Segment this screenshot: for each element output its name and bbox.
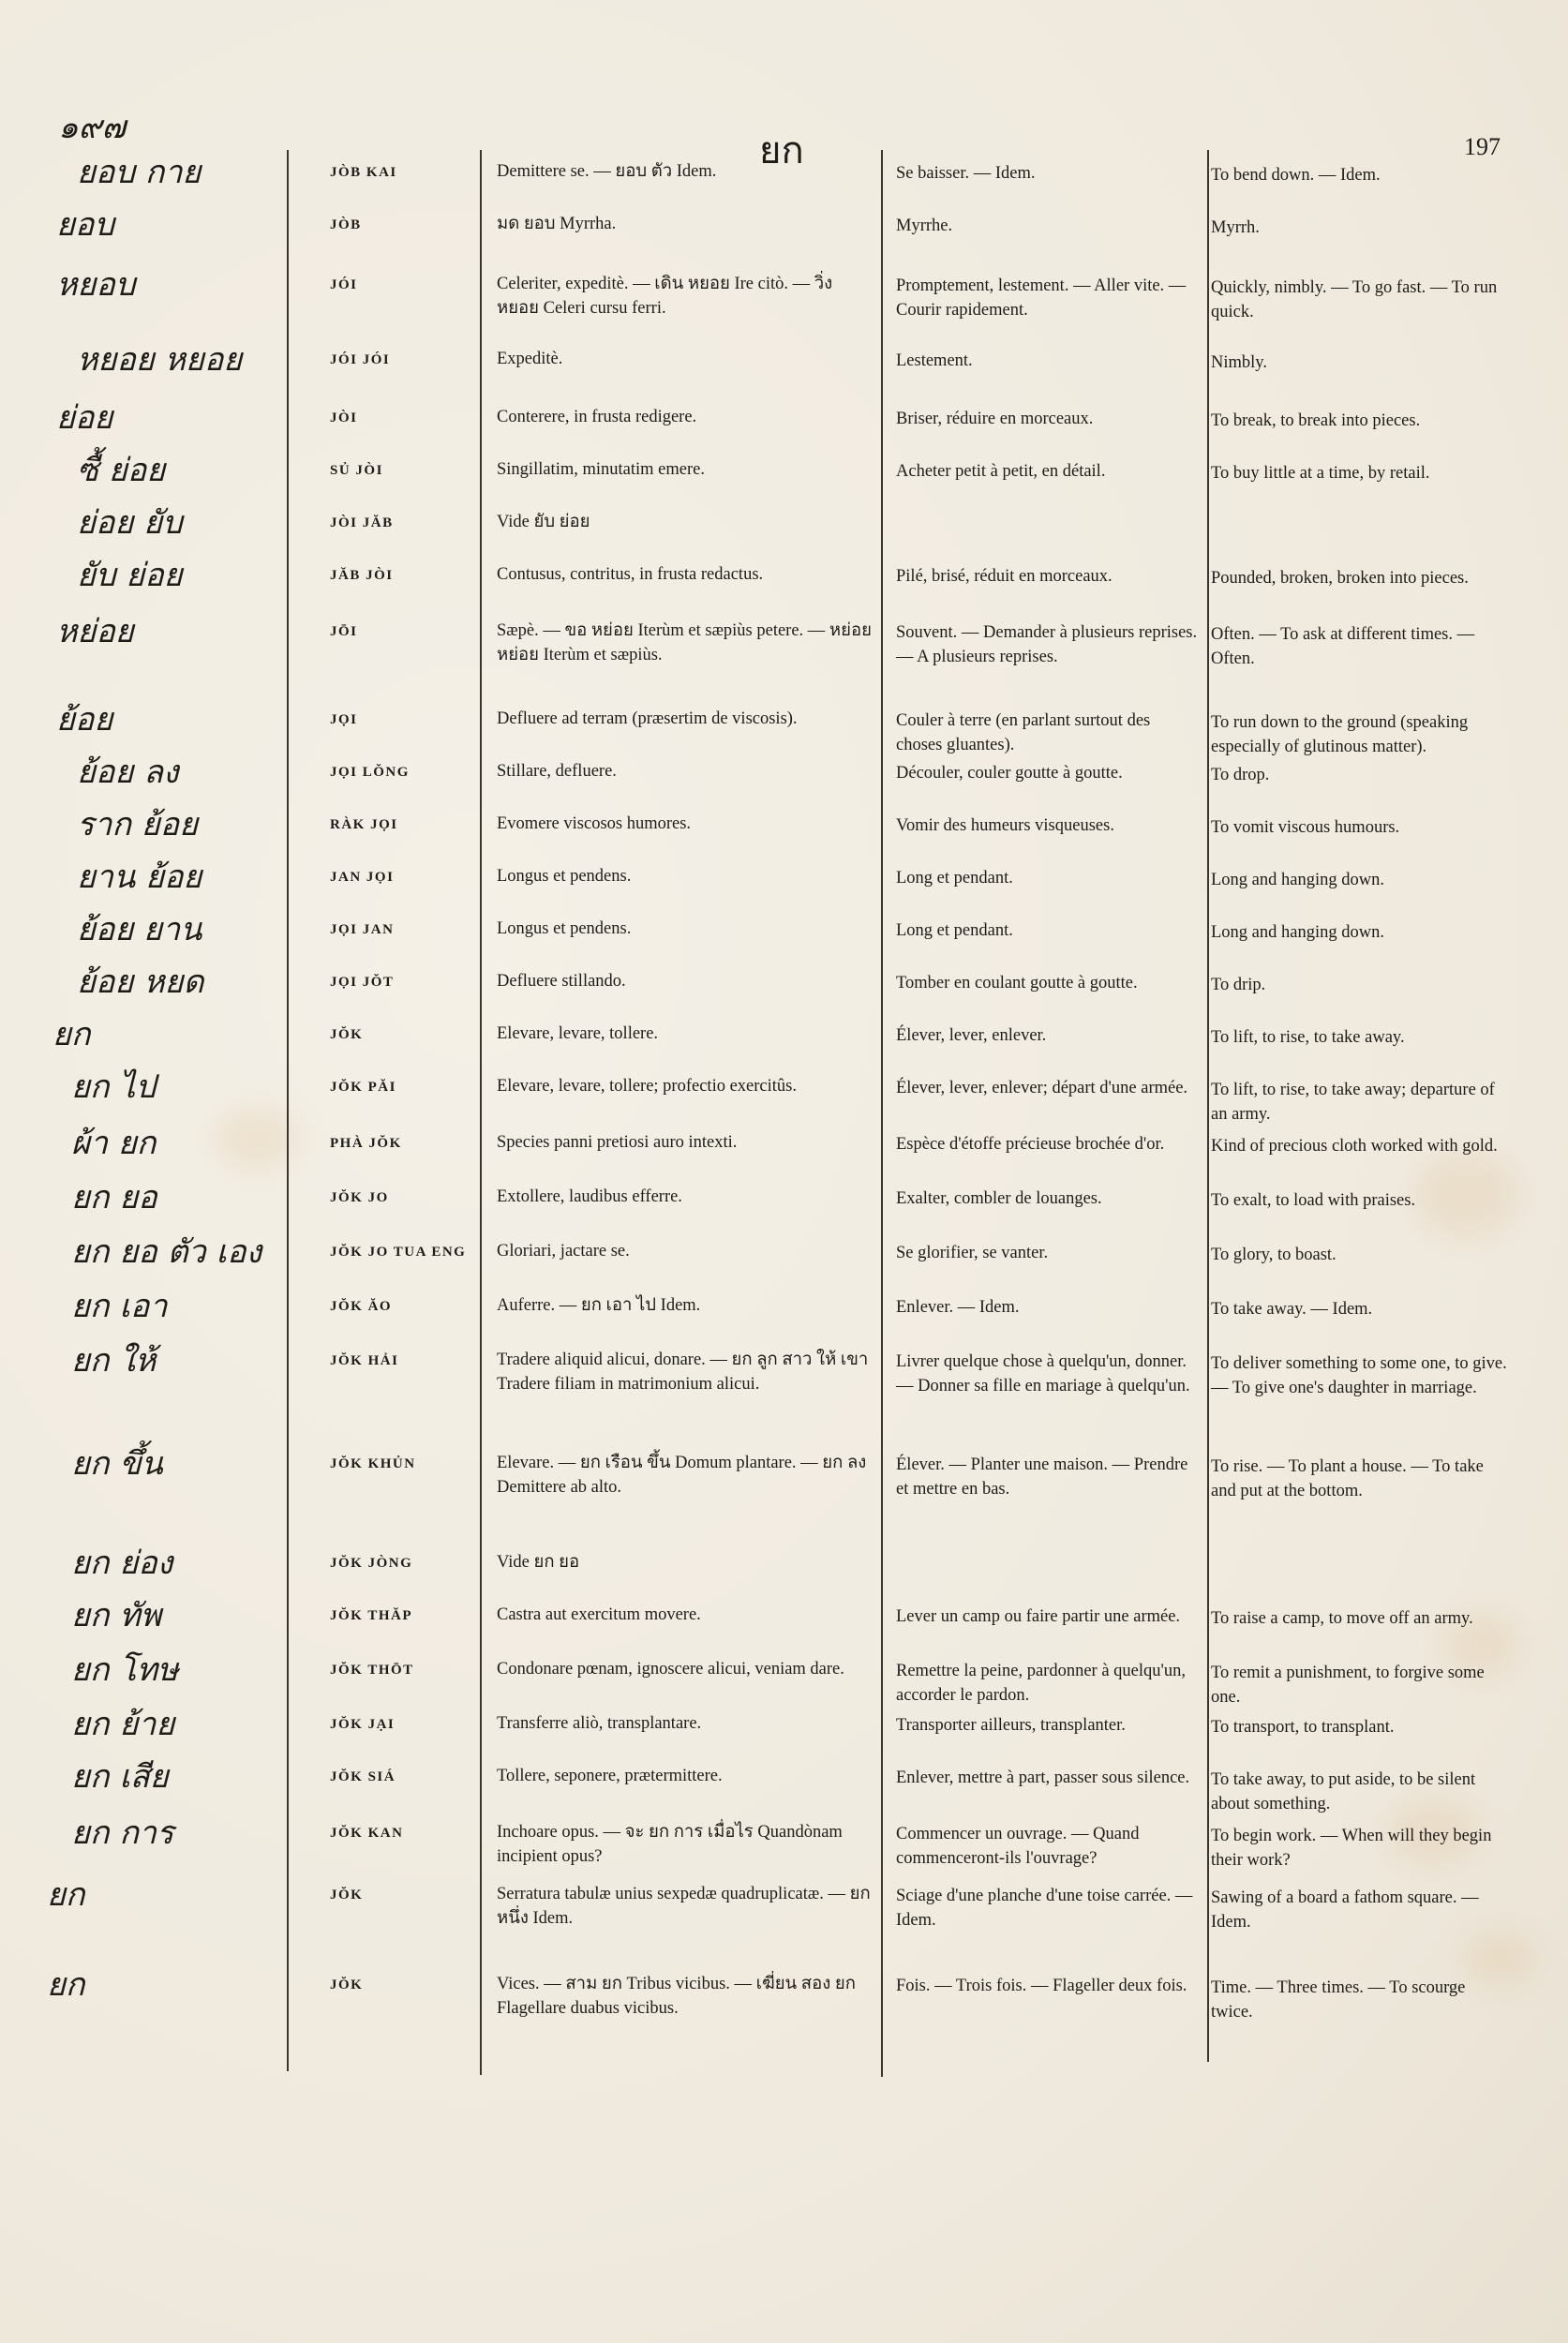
romanization: JŎK	[330, 1888, 364, 1903]
thai-headword: ยก ไป	[71, 1068, 156, 1106]
french-definition: Tomber en coulant goutte à goutte.	[896, 974, 1138, 992]
romanization: JỌI	[330, 712, 358, 727]
romanization: JŎK KAN	[330, 1826, 404, 1841]
english-definition: To transport, to transplant.	[1211, 1718, 1395, 1737]
thai-headword: ยอบ	[56, 206, 114, 244]
romanization: JÒB KAI	[330, 165, 397, 180]
french-definition: Transporter ailleurs, transplanter.	[896, 1716, 1126, 1735]
latin-definition: Longus et pendens.	[497, 919, 632, 938]
latin-definition: Longus et pendens.	[497, 867, 632, 886]
romanization: JŎK JO	[330, 1190, 389, 1205]
english-definition: Quickly, nimbly. — To go fast. — To run quick.	[1211, 278, 1498, 321]
column-divider	[480, 150, 482, 2075]
french-definition: Remettre la peine, pardonner à quelqu'un, accorder le pardon.	[896, 1662, 1186, 1705]
english-definition: To vomit viscous humours.	[1211, 818, 1400, 837]
romanization: JŌI	[330, 624, 358, 639]
french-definition: Myrrhe.	[896, 216, 953, 235]
thai-headword: ยก ทัพ	[71, 1597, 162, 1634]
french-definition: Élever. — Planter une maison. — Prendre et mettre en bas.	[896, 1455, 1188, 1499]
romanization: JŎK JO TUA ENG	[330, 1245, 467, 1260]
romanization: JÒI	[330, 410, 358, 425]
french-definition: Élever, lever, enlever; départ d'une armée.	[896, 1079, 1188, 1097]
latin-definition: Inchoare opus. — จะ ยก การ เมื่อไร Quandònam incipient opus?	[497, 1823, 843, 1866]
english-definition: To break, to break into pieces.	[1211, 411, 1421, 430]
thai-headword: หยอบ	[56, 266, 136, 304]
latin-definition: Serratura tabulæ unius sexpedæ quadruplicatæ. — ยก หนึ่ง Idem.	[497, 1885, 871, 1928]
latin-definition: Stillare, defluere.	[497, 762, 617, 781]
english-definition: To buy little at a time, by retail.	[1211, 464, 1430, 483]
romanization: JỌI LŎNG	[330, 765, 410, 780]
thai-headword: ยก ให้	[71, 1342, 157, 1380]
romanization: JÓI	[330, 277, 358, 292]
french-definition: Se glorifier, se vanter.	[896, 1244, 1049, 1262]
thai-headword: ย่อย	[56, 399, 113, 437]
latin-definition: Tradere aliquid alicui, donare. — ยก ลูก สาว ให้ เขา Tradere filiam in matrimonium alicui.	[497, 1351, 869, 1394]
french-definition: Espèce d'étoffe précieuse brochée d'or.	[896, 1135, 1165, 1154]
english-definition: To run down to the ground (speaking especially of glutinous matter).	[1211, 713, 1469, 756]
romanization: JAN JỌI	[330, 870, 395, 885]
french-definition: Vomir des humeurs visqueuses.	[896, 816, 1114, 835]
romanization: JŎK THĂP	[330, 1608, 412, 1623]
thai-headword: ยาน ย้อย	[77, 858, 202, 896]
romanization: RÀK JỌI	[330, 817, 398, 832]
english-definition: Long and hanging down.	[1211, 871, 1384, 889]
latin-definition: Sæpè. — ขอ หย่อย Iterùm et sæpiùs petere. — หย่อย หย่อย Iterùm et sæpiùs.	[497, 621, 872, 664]
english-definition: Kind of precious cloth worked with gold.	[1211, 1137, 1498, 1156]
column-divider	[287, 150, 289, 2071]
english-definition: Pounded, broken, broken into pieces.	[1211, 569, 1469, 588]
english-definition: To bend down. — Idem.	[1211, 166, 1381, 185]
english-definition: Nimbly.	[1211, 353, 1267, 372]
english-definition: To drip.	[1211, 976, 1266, 994]
english-definition: To take away. — Idem.	[1211, 1300, 1373, 1319]
latin-definition: Vide ยก ยอ	[497, 1553, 580, 1572]
french-definition: Souvent. — Demander à plusieurs reprises. — A plusieurs reprises.	[896, 623, 1198, 666]
thai-headword: ยับ ย่อย	[77, 557, 183, 594]
french-definition: Enlever. — Idem.	[896, 1298, 1020, 1317]
thai-headword: ยก ย่อง	[71, 1545, 173, 1582]
latin-definition: Contusus, contritus, in frusta redactus.	[497, 565, 764, 584]
french-definition: Pilé, brisé, réduit en morceaux.	[896, 567, 1113, 586]
latin-definition: Demittere se. — ยอบ ตัว Idem.	[497, 162, 717, 181]
thai-headword: ยก	[52, 1016, 91, 1053]
thai-headword: ยก เสีย	[71, 1758, 169, 1796]
latin-definition: Expeditè.	[497, 350, 563, 368]
french-definition: Se baisser. — Idem.	[896, 164, 1036, 183]
romanization: JŎK SIÁ	[330, 1769, 396, 1784]
latin-definition: Elevare, levare, tollere.	[497, 1024, 659, 1043]
latin-definition: Extollere, laudibus efferre.	[497, 1187, 682, 1206]
english-definition: To raise a camp, to move off an army.	[1211, 1609, 1473, 1628]
english-definition: To exalt, to load with praises.	[1211, 1191, 1416, 1210]
romanization: JĂB JÒI	[330, 568, 394, 583]
french-definition: Exalter, combler de louanges.	[896, 1189, 1102, 1208]
french-definition: Enlever, mettre à part, passer sous silence.	[896, 1768, 1190, 1787]
french-definition: Promptement, lestement. — Aller vite. — Courir rapidement.	[896, 276, 1187, 320]
latin-definition: Gloriari, jactare se.	[497, 1242, 630, 1261]
thai-headword: ย้อย ยาน	[77, 911, 202, 948]
latin-definition: Conterere, in frusta redigere.	[497, 408, 697, 426]
french-definition: Élever, lever, enlever.	[896, 1026, 1047, 1045]
english-definition: Myrrh.	[1211, 218, 1260, 237]
latin-definition: Vide ยับ ย่อย	[497, 513, 590, 531]
thai-headword: ย้อย หยด	[77, 963, 204, 1001]
thai-headword: ยก โทษ	[71, 1651, 179, 1689]
latin-definition: Transferre aliò, transplantare.	[497, 1714, 702, 1733]
latin-definition: Defluere ad terram (præsertim de viscosis).	[497, 709, 798, 728]
thai-headword: ยก ยอ	[71, 1179, 157, 1216]
thai-headword: ยก ขึ้น	[71, 1445, 163, 1483]
latin-definition: Singillatim, minutatim emere.	[497, 460, 705, 479]
english-definition: To rise. — To plant a house. — To take and put at the bottom.	[1211, 1457, 1484, 1500]
english-definition: Long and hanging down.	[1211, 923, 1384, 942]
english-definition: To drop.	[1211, 766, 1270, 784]
french-definition: Long et pendant.	[896, 869, 1013, 888]
french-definition: Couler à terre (en parlant surtout des choses gluantes).	[896, 711, 1151, 754]
thai-headword: ราก ย้อย	[77, 806, 199, 843]
thai-headword: ยก ย้าย	[71, 1706, 175, 1743]
latin-definition: Tollere, seponere, prætermittere.	[497, 1767, 723, 1785]
romanization: JỌI JŎT	[330, 975, 395, 990]
thai-headword: ยก การ	[71, 1814, 174, 1852]
romanization: JŎK HẢI	[330, 1353, 399, 1368]
page-title: ยก	[759, 129, 804, 172]
romanization: JÒI JĂB	[330, 515, 394, 530]
thai-headword: ยก	[47, 1966, 85, 2004]
thai-headword: ยก ยอ ตัว เอง	[71, 1233, 262, 1271]
thai-page-number: ๑๙๗	[58, 109, 127, 146]
english-definition: To deliver something to some one, to give. — To give one's daughter in marriage.	[1211, 1354, 1507, 1397]
english-definition: Sawing of a board a fathom square. — Idem.	[1211, 1888, 1479, 1932]
romanization: JŎK PĂI	[330, 1080, 396, 1095]
english-definition: To begin work. — When will they begin their work?	[1211, 1827, 1492, 1870]
french-definition: Briser, réduire en morceaux.	[896, 410, 1094, 428]
english-definition: To lift, to rise, to take away.	[1211, 1028, 1405, 1047]
thai-headword: ย้อย	[56, 701, 113, 739]
english-definition: Often. — To ask at different times. — Often.	[1211, 625, 1475, 668]
romanization: JŎK	[330, 1027, 364, 1042]
thai-headword: ย่อย ยับ	[77, 504, 183, 542]
romanization: JŎK JẠI	[330, 1717, 396, 1732]
thai-headword: ยก เอา	[71, 1288, 168, 1325]
thai-headword: ซื้ ย่อย	[77, 452, 166, 489]
french-definition: Lestement.	[896, 351, 973, 370]
latin-definition: Elevare, levare, tollere; profectio exercitûs.	[497, 1077, 797, 1096]
latin-definition: Defluere stillando.	[497, 972, 626, 991]
thai-headword: หยอย หยอย	[77, 341, 243, 379]
romanization: JÒB	[330, 217, 362, 232]
romanization: JŎK THŌT	[330, 1663, 414, 1678]
french-definition: Commencer un ouvrage. — Quand commenceront-ils l'ouvrage?	[896, 1825, 1140, 1868]
column-divider	[881, 150, 883, 2077]
french-definition: Lever un camp ou faire partir une armée.	[896, 1607, 1181, 1626]
latin-definition: Species panni pretiosi auro intexti.	[497, 1133, 738, 1152]
french-definition: Acheter petit à petit, en détail.	[896, 462, 1106, 481]
latin-definition: Vices. — สาม ยก Tribus vicibus. — เฆี่ยน สอง ยก Flagellare duabus vicibus.	[497, 1975, 856, 2018]
romanization: JŎK	[330, 1977, 364, 1992]
romanization: JÓI JÓI	[330, 352, 391, 367]
latin-definition: มด ยอบ Myrrha.	[497, 215, 617, 233]
romanization: PHÀ JŎK	[330, 1136, 402, 1151]
english-definition: To take away, to put aside, to be silent about something.	[1211, 1770, 1476, 1813]
french-definition: Découler, couler goutte à goutte.	[896, 764, 1123, 783]
french-definition: Long et pendant.	[896, 921, 1013, 940]
romanization: JŎK ĂO	[330, 1299, 393, 1314]
romanization: JỌI JAN	[330, 922, 395, 937]
romanization: JŎK KHỦN	[330, 1456, 416, 1471]
thai-headword: ยอบ กาย	[77, 154, 202, 191]
latin-definition: Celeriter, expeditè. — เดิน หยอย Ire citò. — วิ่ง หยอย Celeri cursu ferri.	[497, 275, 833, 318]
latin-definition: Elevare. — ยก เรือน ขึ้น Domum plantare. — ยก ลง Demittere ab alto.	[497, 1454, 867, 1497]
thai-headword: หย่อย	[56, 613, 134, 650]
english-definition: To lift, to rise, to take away; departure of an army.	[1211, 1081, 1495, 1124]
thai-headword: ย้อย ลง	[77, 754, 179, 791]
french-definition: Sciage d'une planche d'une toise carrée. — Idem.	[896, 1887, 1193, 1930]
french-definition: Fois. — Trois fois. — Flageller deux fois.	[896, 1977, 1187, 1995]
romanization: JŎK JÒNG	[330, 1556, 413, 1571]
page-number: 197	[1464, 133, 1501, 160]
romanization: SỦ JÒI	[330, 463, 383, 478]
latin-definition: Evomere viscosos humores.	[497, 814, 692, 833]
english-definition: To remit a punishment, to forgive some one.	[1211, 1664, 1485, 1707]
english-definition: Time. — Three times. — To scourge twice.	[1211, 1978, 1466, 2022]
thai-headword: ยก	[47, 1876, 85, 1914]
latin-definition: Auferre. — ยก เอา ไป Idem.	[497, 1296, 701, 1315]
french-definition: Livrer quelque chose à quelqu'un, donner. — Donner sa fille en mariage à quelqu'un.	[896, 1352, 1190, 1395]
thai-headword: ผ้า ยก	[71, 1125, 157, 1162]
latin-definition: Condonare pœnam, ignoscere alicui, veniam dare.	[497, 1660, 844, 1679]
latin-definition: Castra aut exercitum movere.	[497, 1605, 701, 1624]
english-definition: To glory, to boast.	[1211, 1246, 1337, 1264]
